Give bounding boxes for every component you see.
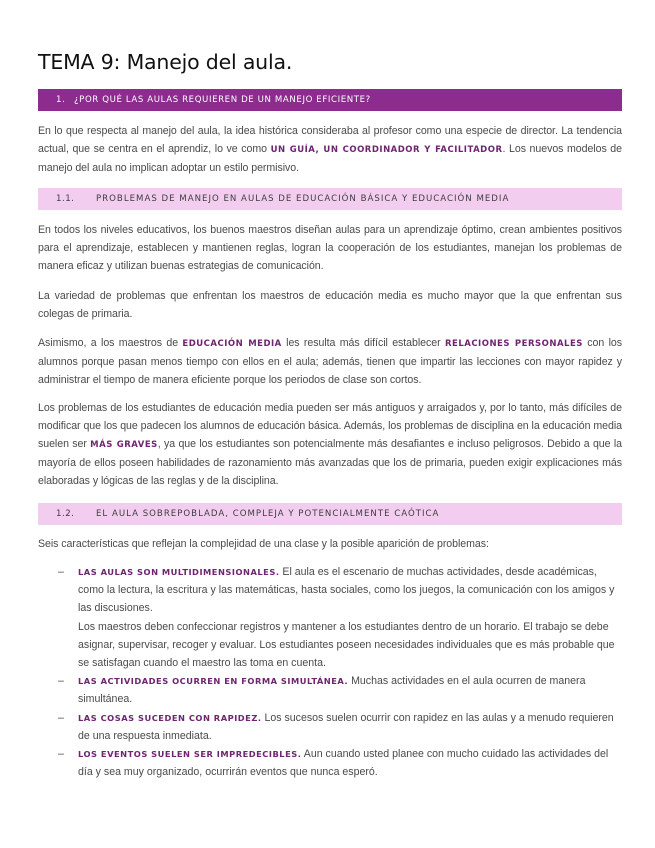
section-1-1-heading <box>38 188 622 210</box>
section-1-1-paragraph-2: La variedad de problemas que enfrentan los maestros de educación media es mucho mayor que la que enfrentan sus colegas de primaria. <box>38 290 622 320</box>
section-1-2-heading <box>38 503 622 525</box>
section-1-heading <box>38 89 622 111</box>
highlight-text: UN GUÍA, UN COORDINADOR Y FACILITADOR <box>270 145 503 155</box>
section-heading-text: EL AULA SOBREPOBLADA, COMPLEJA Y POTENCIALMENTE CAÓTICA <box>96 509 440 519</box>
section-1-2-intro: Seis características que reflejan la complejidad de una clase y la posible aparición de problemas: <box>38 538 489 550</box>
section-1-1-paragraph-3: Asimismo, a los maestros de EDUCACIÓN MEDIA les resulta más difícil establecer RELACIONES PERSONALES con los alumnos porque pasan menos tiempo con ellos en el aula; además, tienen que impartir las lecciones con mayor rapidez y administrar el tiempo de manera eficiente porque los periodos de clase son cortos. <box>38 337 623 386</box>
list-item-extra: Los maestros deben confeccionar registros y mantener a los estudiantes dentro de un horario. El trabajo se debe asignar, supervisar, recoger y evaluar. Los estudiantes poseen necesidades individuales que es más probable que se satisfagan cuando el maestro las toma en cuenta. <box>78 620 615 670</box>
highlight-text: LAS ACTIVIDADES OCURREN EN FORMA SIMULTÁNEA. <box>78 676 349 687</box>
list-dash: – <box>58 711 64 724</box>
section-1-1-paragraph-1: En todos los niveles educativos, los buenos maestros diseñan aulas para un aprendizaje óptimo, crean ambientes positivos para el aprendizaje, establecen y mantienen reglas, logran la cooperación de los estudiantes, manejan los problemas de manera eficaz y utilizan buenas estrategias de comunicación. <box>38 224 622 272</box>
highlight-text: RELACIONES PERSONALES <box>444 339 583 349</box>
characteristics-list <box>38 563 622 781</box>
page-title: TEMA 9: Manejo del aula. <box>38 50 293 74</box>
highlight-text: LAS AULAS SON MULTIDIMENSIONALES. <box>78 567 280 577</box>
highlight-text: LOS EVENTOS SUELEN SER IMPREDECIBLES. <box>78 749 302 760</box>
highlight-text: LAS COSAS SUCEDEN CON RAPIDEZ. <box>78 712 262 723</box>
list-item: – LAS AULAS SON MULTIDIMENSIONALES. El aula es el escenario de muchas actividades, desde académicas, como la lectura, la escritura y las matemáticas, hasta sociales, como los juegos, la comunicación con los amigos y las discusiones. Los maestros deben confeccionar registros y mantener a los estudiantes dentro de un horario. El trabajo se debe asignar, supervisar, recoger y evaluar. Los estudiantes poseen necesidades individuales que es más probable que se satisfagan cuando el maestro las toma en cuenta. <box>38 563 622 672</box>
section-number: 1. <box>56 95 66 105</box>
section-number: 1.1. <box>56 194 75 204</box>
list-item: – LOS EVENTOS SUELEN SER IMPREDECIBLES. Aun cuando usted planee con mucho cuidado las actividades del día y sea muy organizado, ocurrirán eventos que nunca esperó. <box>38 745 622 781</box>
section-heading-text: PROBLEMAS DE MANEJO EN AULAS DE EDUCACIÓN BÁSICA Y EDUCACIÓN MEDIA <box>96 194 510 204</box>
list-dash: – <box>58 748 64 761</box>
section-number: 1.2. <box>56 509 75 519</box>
list-dash: – <box>58 566 64 578</box>
list-item: – LAS ACTIVIDADES OCURREN EN FORMA SIMULTÁNEA. Muchas actividades en el aula ocurren de manera simultánea. <box>38 672 622 708</box>
highlight-text: EDUCACIÓN MEDIA <box>182 339 282 349</box>
section-heading-text: ¿POR QUÉ LAS AULAS REQUIEREN DE UN MANEJO EFICIENTE? <box>74 95 371 105</box>
highlight-text: MÁS GRAVES <box>90 440 158 450</box>
list-item: – LAS COSAS SUCEDEN CON RAPIDEZ. Los sucesos suelen ocurrir con rapidez en las aulas y a menudo requieren de una respuesta inmediata. <box>38 709 622 745</box>
list-dash: – <box>58 675 64 688</box>
section-1-1-paragraph-4: Los problemas de los estudiantes de educación media pueden ser más antiguos y arraigados y, por lo tanto, más difíciles de modificar que los que padecen los alumnos de educación básica. Además, los problemas de disciplina en la educación media suelen ser MÁS GRAVES, ya que los estudiantes son potencialmente más desafiantes e incluso peligrosos. Debido a que la mayoría de ellos poseen habilidades de razonamiento más avanzadas que los de primaria, pueden exigir explicaciones más elaboradas y lógicas de las reglas y de la disciplina. <box>38 402 622 487</box>
section-1-paragraph: En lo que respecta al manejo del aula, la idea histórica consideraba al profesor como una especie de director. La tendencia actual, que se centra en el aprendiz, lo ve como UN GUÍA, UN COORDINADOR Y FACILITADOR. Los nuevos modelos de manejo del aula no implican adoptar un estilo permisivo. <box>38 125 622 174</box>
